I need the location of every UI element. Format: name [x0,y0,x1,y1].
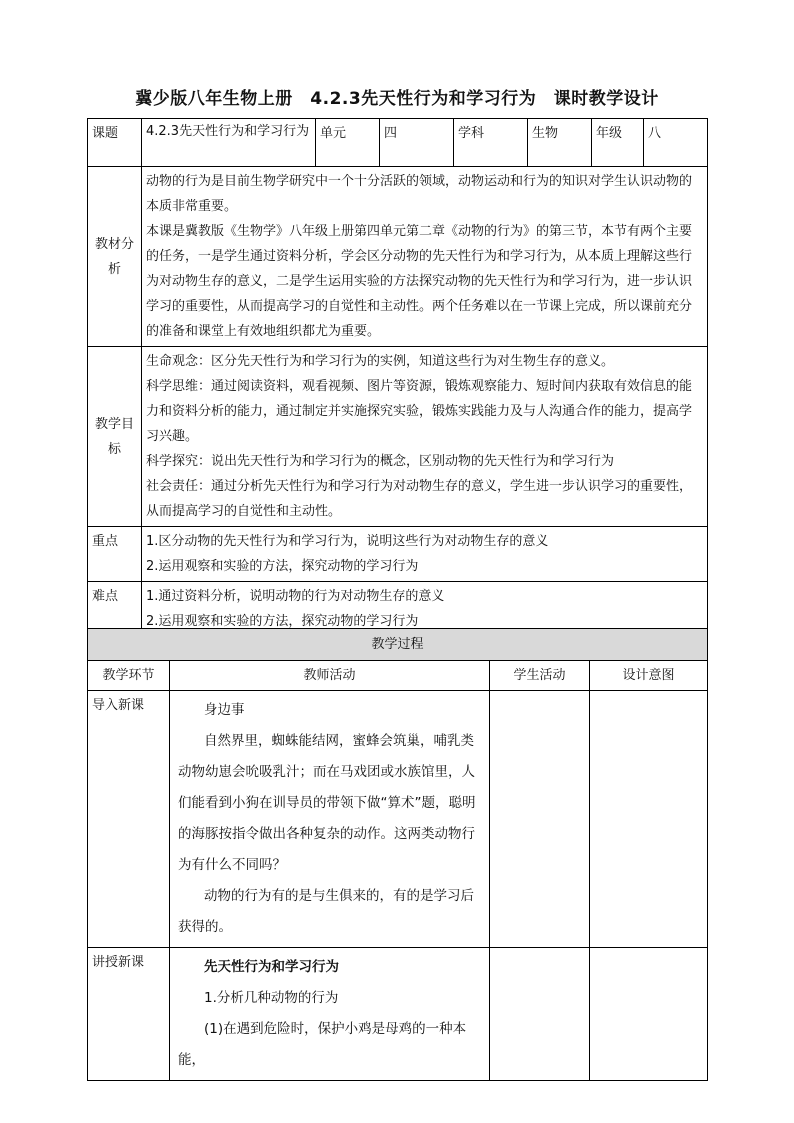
process-title: 教学过程 [88,629,708,661]
column-header-student: 学生活动 [490,661,590,691]
stage-cell: 讲授新课 [88,948,170,1081]
material-analysis-label: 教材分析 [88,167,142,347]
goal-paragraph: 生命观念：区分先天性行为和学习行为的实例，知道这些行为对生物生存的意义。 [146,354,615,369]
unit-value: 四 [380,119,454,167]
process-row-lecture [88,948,708,1081]
teacher-text: 动物的行为有的是与生俱来的，有的是学习后获得的。 [178,888,474,935]
page-title: 冀少版八年生物上册 4.2.3先天性行为和学习行为 课时教学设计 [135,89,659,109]
difficult-point-item: 1.通过资料分析，说明动物的行为对动物生存的意义 [146,589,445,604]
material-analysis-content [142,167,708,347]
key-point-item: 1.区分动物的先天性行为和学习行为，说明这些行为对动物生存的意义 [146,534,549,549]
subject-value: 生物 [528,119,592,167]
topic-label: 课题 [88,119,142,167]
subject-label: 学科 [454,119,528,167]
teacher-heading: 先天性行为和学习行为 [204,959,339,975]
key-points-label: 重点 [88,527,142,582]
topic-value: 4.2.3先天性行为和学习行为 [142,119,316,167]
key-point-item: 2.运用观察和实验的方法，探究动物的学习行为 [146,559,419,574]
grade-value: 八 [644,119,708,167]
goal-paragraph: 社会责任：通过分析先天性行为和学习行为对动物生存的意义，学生进一步认识学习的重要性，从而提高学习的自觉性和主动性。 [146,479,693,519]
stage-cell: 导入新课 [88,691,170,948]
header-row [88,119,708,167]
design-intent-cell [590,948,708,1081]
teacher-activity-cell [170,691,490,948]
difficult-points-label: 难点 [88,582,142,637]
teacher-text: 自然界里，蜘蛛能结网，蜜蜂会筑巢，哺乳类动物幼崽会吮吸乳汁；而在马戏团或水族馆里，人们能看到小狗在训导员的带领下做“算术”题，聪明的海豚按指令做出各种复杂的动作。这两类动物行为有什么不同吗？ [178,733,476,873]
key-points-content [142,527,708,582]
process-header-row [88,661,708,691]
teaching-goals-label: 教学目标 [88,347,142,527]
teacher-text: 身边事 [204,702,245,718]
teaching-goals-content [142,347,708,527]
student-activity-cell [490,691,590,948]
design-intent-cell [590,691,708,948]
column-header-stage: 教学环节 [88,661,170,691]
student-activity-cell [490,948,590,1081]
grade-label: 年级 [592,119,644,167]
key-points-row [88,527,708,582]
material-paragraph: 本课是冀教版《生物学》八年级上册第四单元第二章《动物的行为》的第三节，本节有两个主要的任务，一是学生通过资料分析，学会区分动物的先天性行为和学习行为，从本质上理解这些行为对动物生存的意义，二是学生运用实验的方法探究动物的先天性行为和学习行为，进一步认识学习的重要性，从而提高学习的自觉性和主动性。两个任务难以在一节课上完成，所以课前充分的准备和课堂上有效地组织都尤为重要。 [146,224,693,339]
teaching-process-table [87,628,708,1081]
teaching-goals-row [88,347,708,527]
column-header-intent: 设计意图 [590,661,708,691]
teacher-activity-cell [170,948,490,1081]
teacher-text: (1)在遇到危险时，保护小鸡是母鸡的一种本能， [178,1021,467,1068]
difficult-point-item: 2.运用观察和实验的方法，探究动物的学习行为 [146,614,419,629]
unit-label: 单元 [316,119,380,167]
goal-paragraph: 科学探究：说出先天性行为和学习行为的概念，区别动物的先天性行为和学习行为 [146,454,615,469]
process-row-intro [88,691,708,948]
goal-paragraph: 科学思维：通过阅读资料，观看视频、图片等资源，锻炼观察能力、短时间内获取有效信息的能力和资料分析的能力，通过制定并实施探究实验，锻炼实践能力及与人沟通合作的能力，提高学习兴趣。 [146,379,693,444]
teacher-text: 1.分析几种动物的行为 [204,990,339,1006]
material-analysis-row [88,167,708,347]
material-paragraph: 动物的行为是目前生物学研究中一个十分活跃的领域，动物运动和行为的知识对学生认识动物的本质非常重要。 [146,174,693,214]
column-header-teacher: 教师活动 [170,661,490,691]
process-title-row [88,629,708,661]
lesson-info-table [87,118,708,637]
